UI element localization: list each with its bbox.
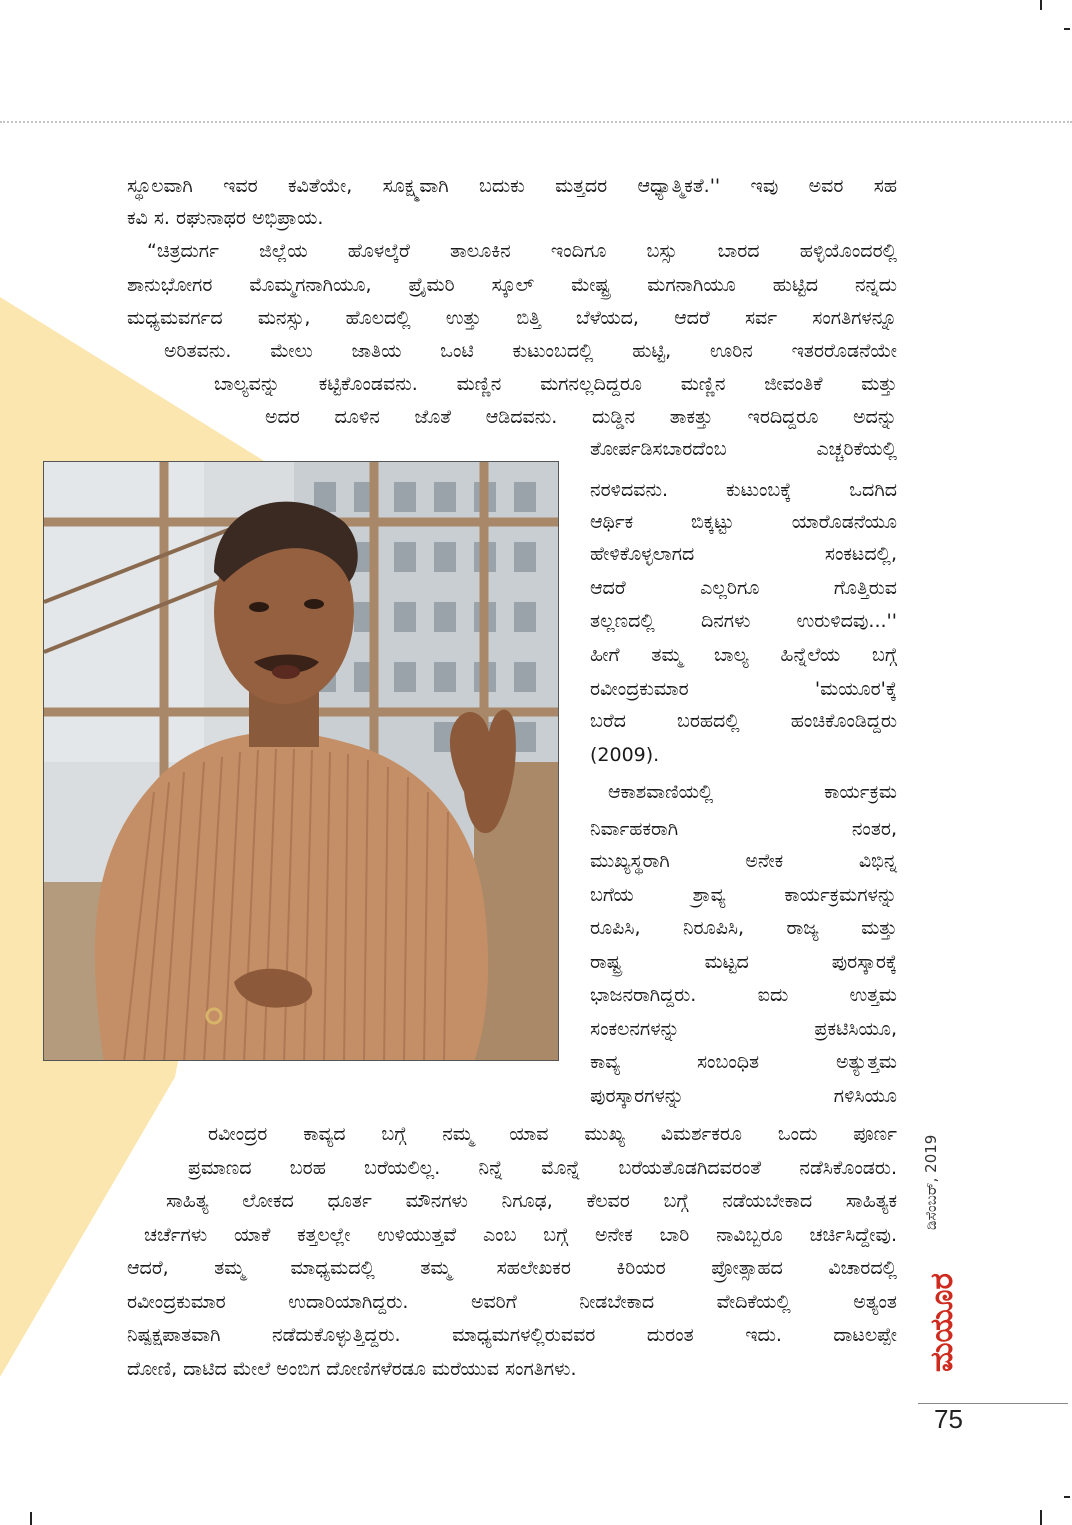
article-line: ನಿಷ್ಪಕ್ಷಪಾತವಾಗಿ ನಡೆದುಕೊಳ್ಳುತ್ತಿದ್ದರು. ಮಾಧ್ಯಮಗಳಲ್ಲಿರುವವರ ದುರಂತ ಇದು. ದಾಟಲಪ್ಪೇ	[127, 1324, 897, 1346]
article-line: ರಾಷ್ಟ್ರ ಮಟ್ಟದ ಪುರಸ್ಕಾರಕ್ಕೆ	[590, 951, 897, 973]
article-line: ಬಾಲ್ಯವನ್ನು ಕಟ್ಟಿಕೊಂಡವನು. ಮಣ್ಣಿನ ಮಗನಲ್ಲದಿದ್ದರೂ ಮಣ್ಣಿನ ಜೀವಂತಿಕೆ ಮತ್ತು	[214, 373, 897, 395]
article-line: ಕವಿ ಸ. ರಘುನಾಥರ ಅಭಿಪ್ರಾಯ.	[127, 207, 324, 229]
page-number: 75	[934, 1404, 963, 1434]
article-line: ನರಳಿದವನು. ಕುಟುಂಬಕ್ಕೆ ಒದಗಿದ	[590, 479, 897, 501]
article-line: ಕಾವ್ಯ ಸಂಬಂಧಿತ ಅತ್ಯುತ್ತಮ	[590, 1051, 897, 1073]
article-line: ರೂಪಿಸಿ, ನಿರೂಪಿಸಿ, ರಾಜ್ಯ ಮತ್ತು	[590, 917, 897, 939]
article-line: ಭಾಜನರಾಗಿದ್ದರು. ಐದು ಉತ್ತಮ	[590, 984, 897, 1006]
crop-mark-bottom-right-tick	[1064, 1496, 1070, 1498]
crop-mark-top-right	[1040, 0, 1042, 10]
article-line: ತೋರ್ಪಡಿಸಬಾರದೆಂಬ ಎಚ್ಚರಿಕೆಯಲ್ಲಿ	[590, 438, 897, 460]
crop-mark-top-right-tick	[1064, 28, 1070, 30]
portrait-photo	[43, 461, 559, 1061]
magazine-logo: ಮಯೂರ	[924, 1273, 960, 1372]
article-line: “ಚಿತ್ರದುರ್ಗ ಜಿಲ್ಲೆಯ ಹೊಳಲ್ಕೆರೆ ತಾಲೂಕಿನ ಇಂದಿಗೂ ಬಸ್ಸು ಬಾರದ ಹಳ್ಳಿಯೊಂದರಲ್ಲಿ	[147, 240, 897, 262]
article-line: ಸಂಕಲನಗಳನ್ನು ಪ್ರಕಟಿಸಿಯೂ,	[590, 1018, 897, 1040]
article-line: ರವೀಂದ್ರರ ಕಾವ್ಯದ ಬಗ್ಗೆ ನಮ್ಮ ಯಾವ ಮುಖ್ಯ ವಿಮರ್ಶಕರೂ ಒಂದು ಪೂರ್ಣ	[208, 1123, 897, 1145]
article-line: ಚರ್ಚೆಗಳು ಯಾಕೆ ಕತ್ತಲಲ್ಲೇ ಉಳಿಯುತ್ತವೆ ಎಂಬ ಬಗ್ಗೆ ಅನೇಕ ಬಾರಿ ನಾವಿಬ್ಬರೂ ಚರ್ಚಿಸಿದ್ದೇವು.	[144, 1224, 897, 1246]
crop-mark-bottom-right	[1040, 1510, 1042, 1525]
article-line: ಶಾನುಭೋಗರ ಮೊಮ್ಮಗನಾಗಿಯೂ, ಪ್ರೈಮರಿ ಸ್ಕೂಲ್ ಮೇಷ್ಟ್ರ ಮಗನಾಗಿಯೂ ಹುಟ್ಟಿದ ನನ್ನದು	[127, 274, 897, 296]
article-line: ಹೀಗೆ ತಮ್ಮ ಬಾಲ್ಯ ಹಿನ್ನೆಲೆಯ ಬಗ್ಗೆ	[590, 644, 897, 666]
article-line: ಹೇಳಿಕೊಳ್ಳಲಾಗದ ಸಂಕಟದಲ್ಲಿ,	[590, 543, 897, 565]
article-line: ಬಗೆಯ ಶ್ರಾವ್ಯ ಕಾರ್ಯಕ್ರಮಗಳನ್ನು	[590, 884, 897, 906]
issue-date: ಡಿಸೆಂಬರ್, 2019	[922, 1134, 940, 1230]
article-line: ಆದರೆ ಎಲ್ಲರಿಗೂ ಗೊತ್ತಿರುವ	[590, 577, 897, 599]
article-line: ಪ್ರಮಾಣದ ಬರಹ ಬರೆಯಲಿಲ್ಲ. ನಿನ್ನೆ ಮೊನ್ನೆ ಬರೆಯತೊಡಗಿದವರಂತೆ ನಡೆಸಿಕೊಂಡರು.	[188, 1157, 897, 1179]
article-line: ಅರಿತವನು. ಮೇಲು ಜಾತಿಯ ಒಂಟಿ ಕುಟುಂಬದಲ್ಲಿ ಹುಟ್ಟಿ, ಊರಿನ ಇತರರೊಡನೆಯೇ	[164, 340, 897, 362]
article-line: ಪುರಸ್ಕಾರಗಳನ್ನು ಗಳಿಸಿಯೂ	[590, 1085, 897, 1107]
article-line: ಸ್ಥೂಲವಾಗಿ ಇವರ ಕವಿತೆಯೇ, ಸೂಕ್ಷ್ಮವಾಗಿ ಬದುಕು ಮತ್ತದರ ಆಧ್ಯಾತ್ಮಿಕತೆ.'' ಇವು ಅವರ ಸಹ	[127, 175, 897, 197]
article-line: ಮಧ್ಯಮವರ್ಗದ ಮನಸ್ಸು, ಹೊಲದಲ್ಲಿ ಉತ್ತು ಬಿತ್ತಿ ಬೆಳೆಯದ, ಆದರೆ ಸರ್ವ ಸಂಗತಿಗಳನ್ನೂ	[127, 307, 897, 329]
article-line: ಆಕಾಶವಾಣಿಯಲ್ಲಿ ಕಾರ್ಯಕ್ರಮ	[608, 781, 897, 803]
crop-mark-bottom-left	[30, 1512, 32, 1525]
article-line: ಆದರೆ, ತಮ್ಮ ಮಾಧ್ಯಮದಲ್ಲಿ ತಮ್ಮ ಸಹಲೇಖಕರ ಕಿರಿಯರ ಪ್ರೋತ್ಸಾಹದ ವಿಚಾರದಲ್ಲಿ	[127, 1257, 897, 1279]
article-line: ಆರ್ಥಿಕ ಬಿಕ್ಕಟ್ಟು ಯಾರೊಡನೆಯೂ	[590, 511, 897, 533]
header-dotted-rule	[0, 121, 1072, 123]
portrait-illustration	[44, 462, 559, 1061]
article-line: ಮುಖ್ಯಸ್ಥರಾಗಿ ಅನೇಕ ವಿಭಿನ್ನ	[590, 850, 897, 872]
article-line: ತಲ್ಲಣದಲ್ಲಿ ದಿನಗಳು ಉರುಳಿದವು...''	[590, 610, 897, 632]
article-line: ಅದರ ದೂಳಿನ ಜೊತೆ ಆಡಿದವನು. ದುಡ್ಡಿನ ತಾಕತ್ತು ಇರದಿದ್ದರೂ ಅದನ್ನು	[265, 406, 897, 428]
article-line: ಬರೆದ ಬರಹದಲ್ಲಿ ಹಂಚಿಕೊಂಡಿದ್ದರು	[590, 710, 897, 732]
article-line: (2009).	[590, 744, 660, 766]
article-line: ರವೀಂದ್ರಕುಮಾರ ಉದಾರಿಯಾಗಿದ್ದರು. ಅವರಿಗೆ ನೀಡಬೇಕಾದ ವೇದಿಕೆಯಲ್ಲಿ ಅತ್ಯಂತ	[127, 1291, 897, 1313]
article-line: ನಿರ್ವಾಹಕರಾಗಿ ನಂತರ,	[590, 818, 897, 840]
article-line: ದೋಣಿ, ದಾಟಿದ ಮೇಲೆ ಅಂಬಿಗ ದೋಣಿಗಳೆರಡೂ ಮರೆಯುವ ಸಂಗತಿಗಳು.	[127, 1358, 577, 1380]
article-line: ರವೀಂದ್ರಕುಮಾರ 'ಮಯೂರ'ಕ್ಕೆ	[590, 678, 897, 700]
article-line: ಸಾಹಿತ್ಯ ಲೋಕದ ಧೂರ್ತ ಮೌನಗಳು ನಿಗೂಢ, ಕೆಲವರ ಬಗ್ಗೆ ನಡೆಯಬೇಕಾದ ಸಾಹಿತ್ಯಕ	[166, 1190, 897, 1212]
